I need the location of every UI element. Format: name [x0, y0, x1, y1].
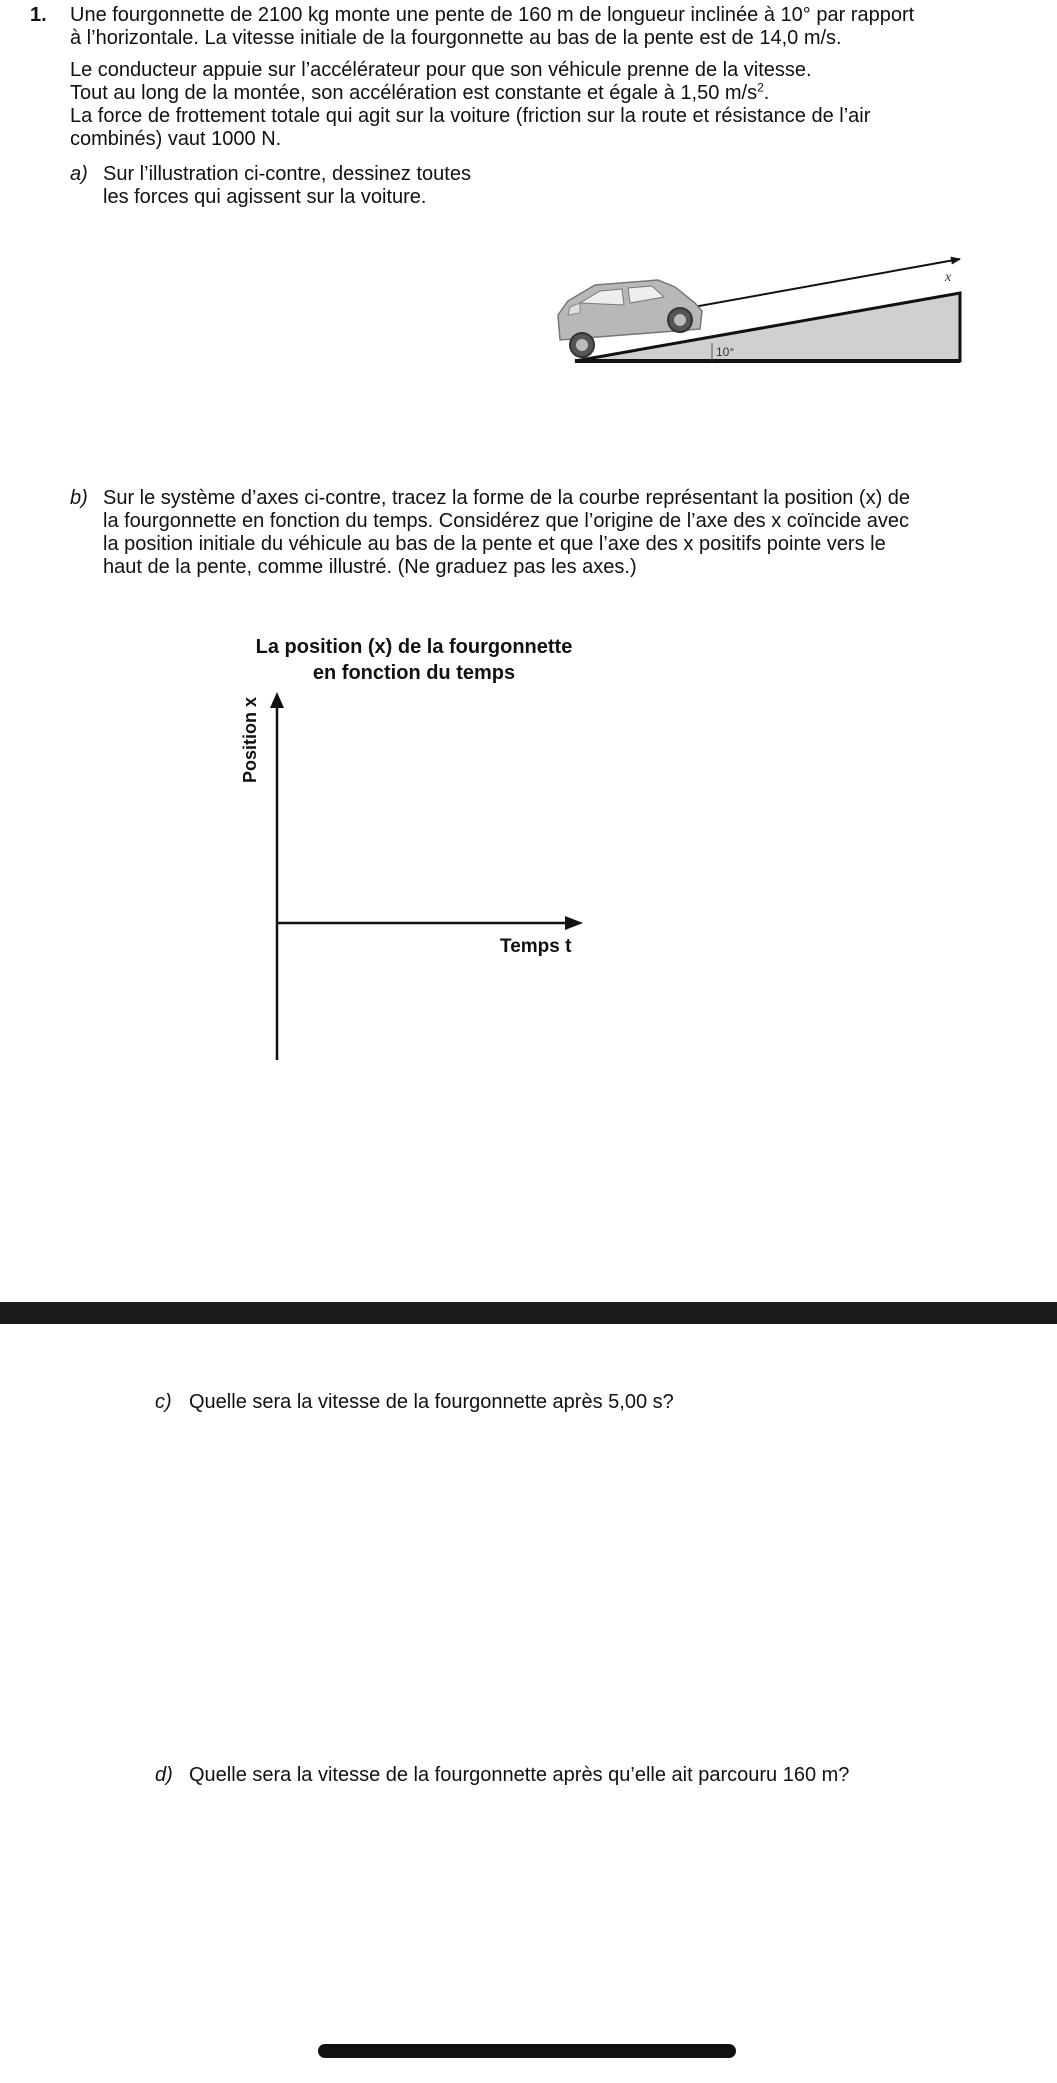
part-b-text: Sur le système d’axes ci-contre, tracez la forme de la courbe représentant la position (x) de la fourgonnette en fonction du temps. Considérez que l’origine de l’axe des x coïncide avec la position initiale du véhicule au bas de la pente et que l’axe des x positifs pointe vers le haut de la pente, comme illustré. (Ne graduez pas les axes.) — [103, 487, 911, 578]
part-c-letter: c) — [155, 1391, 172, 1413]
incline-figure — [540, 245, 970, 385]
y-axis-label: Position x — [240, 697, 260, 784]
y-axis-arrowhead — [270, 692, 284, 708]
graph-title-line1: La position (x) de la fourgonnette — [255, 636, 573, 658]
graph-axes — [255, 690, 595, 1070]
angle-label: 10° — [716, 345, 735, 359]
part-c-text: Quelle sera la vitesse de la fourgonnette après 5,00 s? — [189, 1391, 674, 1413]
part-d-letter: d) — [155, 1764, 173, 1786]
x-axis-label: Temps t — [500, 936, 572, 957]
question-paragraph-1: Le conducteur appuie sur l’accélérateur pour que son véhicule prenne de la vitesse. — [70, 59, 812, 81]
home-indicator-bar[interactable] — [318, 2044, 736, 2058]
question-paragraph-2: Tout au long de la montée, son accélération est constante et égale à 1,50 $m/s^2$. — [70, 80, 770, 104]
part-a-letter: a) — [70, 163, 88, 185]
x-axis-arrowhead — [565, 916, 583, 930]
question-intro: Une fourgonnette de 2100 kg monte une pente de 160 m de longueur inclinée à 10° par rapport à l’horizontale. La vitesse initiale de la fourgonnette au bas de la pente est de 14,0 m/s. — [70, 4, 915, 49]
part-d-text: Quelle sera la vitesse de la fourgonnette après qu’elle ait parcouru 160 m? — [189, 1764, 850, 1786]
part-b-letter: b) — [70, 487, 88, 509]
x-axis-label: x — [945, 270, 952, 285]
page-separator-bar — [0, 1302, 1057, 1324]
graph-title-line2: en fonction du temps — [312, 662, 516, 684]
question-number: 1. — [30, 4, 47, 26]
part-a-text: Sur l’illustration ci-contre, dessinez toutes les forces qui agissent sur la voiture. — [103, 163, 471, 208]
question-paragraph-3: La force de frottement totale qui agit sur la voiture (friction sur la route et résistance de l’air combinés) vaut 1000 N. — [70, 105, 871, 150]
